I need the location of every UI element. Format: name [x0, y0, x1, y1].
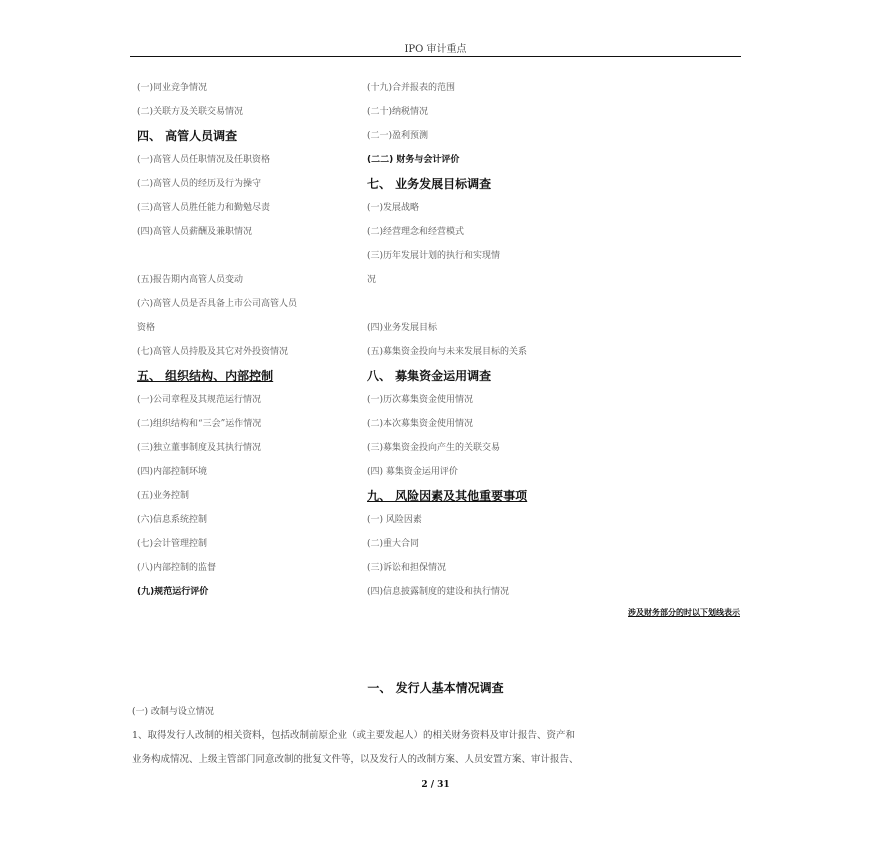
paragraph-line: 业务构成情况、上级主管部门同意改制的批复文件等，以及发行人的改制方案、人员安置方案、审计报告、	[132, 754, 579, 765]
toc-item: (二)组织结构和“三会”运作情况	[137, 419, 262, 429]
toc-item: (二)关联方及关联交易情况	[137, 107, 244, 117]
toc-item: (一)历次募集资金使用情况	[367, 395, 474, 405]
toc-item: (九)规范运行评价	[137, 587, 209, 597]
toc-item: (四)内部控制环境	[137, 467, 208, 477]
toc-item: (三)高管人员胜任能力和勤勉尽责	[137, 203, 271, 213]
toc-item: (二一)盈利预测	[367, 131, 429, 141]
toc-item: (二)经营理念和经营模式	[367, 227, 465, 237]
paragraph-line: 1、取得发行人改制的相关资料，包括改制前原企业（或主要发起人）的相关财务资料及审计报告、资产和	[132, 730, 576, 741]
toc-item: (四)高管人员薪酬及兼职情况	[137, 227, 253, 237]
toc-heading: 七、 业务发展目标调查	[367, 177, 492, 191]
toc-item: (七)会计管理控制	[137, 539, 208, 549]
toc-item: (二十)纳税情况	[367, 107, 429, 117]
toc-heading: 九、 风险因素及其他重要事项	[367, 489, 528, 503]
toc-heading: 八、 募集资金运用调查	[367, 369, 492, 383]
toc-item: (一)同业竞争情况	[137, 83, 208, 93]
toc-item: (三)募集资金投向产生的关联交易	[367, 443, 501, 453]
toc-item: (五)募集资金投向与未来发展目标的关系	[367, 347, 528, 357]
toc-item: (一)公司章程及其规范运行情况	[137, 395, 262, 405]
subsection-heading: (一) 改制与设立情况	[132, 707, 214, 717]
toc-item: (五)业务控制	[137, 491, 190, 501]
toc-item: (二二) 财务与会计评价	[367, 155, 460, 165]
toc-item: (七)高管人员持股及其它对外投资情况	[137, 347, 289, 357]
page-header-title: IPO 审计重点	[404, 44, 467, 55]
toc-item: 况	[367, 275, 377, 285]
toc-item: (十九)合并报表的范围	[367, 83, 456, 93]
page-number: 2 / 31	[421, 780, 450, 790]
toc-item: (二)高管人员的经历及行为操守	[137, 179, 262, 189]
toc-item: (二)本次募集资金使用情况	[367, 419, 474, 429]
underline-note: 涉及财务部分的时以下划线表示	[628, 608, 740, 617]
toc-item: (三)独立董事制度及其执行情况	[137, 443, 262, 453]
toc-item: (四)信息披露制度的建设和执行情况	[367, 587, 510, 597]
toc-heading: 五、 组织结构、内部控制	[137, 369, 274, 383]
toc-heading: 四、 高管人员调查	[137, 129, 238, 143]
toc-item: (三)诉讼和担保情况	[367, 563, 447, 573]
toc-item: 资格	[137, 323, 156, 333]
toc-item: (六)高管人员是否具备上市公司高管人员	[137, 299, 298, 309]
toc-item: (二)重大合同	[367, 539, 420, 549]
header-divider	[130, 56, 741, 57]
toc-item: (五)报告期内高管人员变动	[137, 275, 244, 285]
toc-item: (三)历年发展计划的执行和实现情	[367, 251, 501, 261]
toc-item: (四)业务发展目标	[367, 323, 438, 333]
toc-item: (八)内部控制的监督	[137, 563, 217, 573]
toc-item: (六)信息系统控制	[137, 515, 208, 525]
section-heading: 一、 发行人基本情况调查	[367, 681, 504, 695]
toc-item: (一)发展战略	[367, 203, 420, 213]
toc-item: (一) 风险因素	[367, 515, 422, 525]
toc-item: (四) 募集资金运用评价	[367, 467, 458, 477]
toc-item: (一)高管人员任职情况及任职资格	[137, 155, 271, 165]
